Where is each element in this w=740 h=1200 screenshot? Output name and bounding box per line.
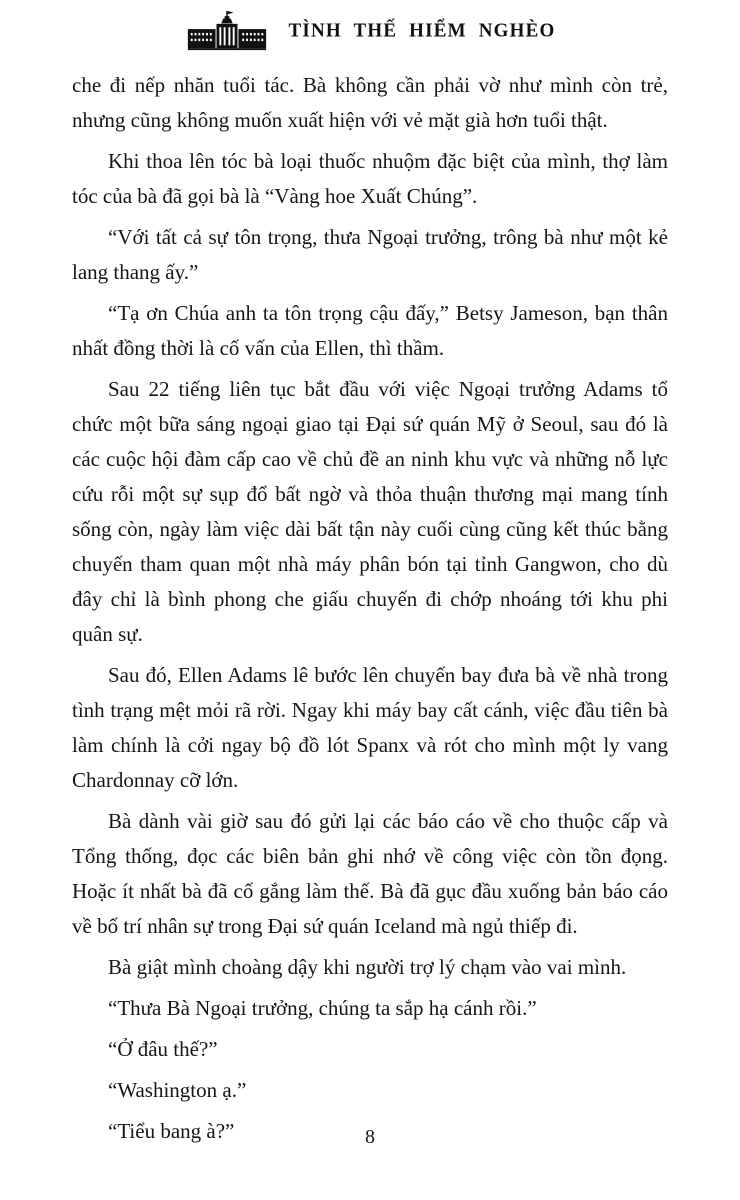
paragraph: “Thưa Bà Ngoại trưởng, chúng ta sắp hạ cánh rồi.” [108,996,537,1020]
paragraph: che đi nếp nhăn tuổi tác. Bà không cần phải vờ như mình còn trẻ, nhưng cũng không muốn xuất hiện với vẻ mặt già hơn tuổi thật. [72,73,668,132]
white-house-icon [185,10,269,52]
paragraph: Sau đó, Ellen Adams lê bước lên chuyến bay đưa bà về nhà trong tình trạng mệt mỏi rã rời. Ngay khi máy bay cất cánh, việc đầu tiên bà làm chính là cởi ngay bộ đồ lót Spanx và rót cho mình một ly vang Chardonnay cỡ lớn. [72,663,668,792]
paragraph: “Washington ạ.” [108,1078,247,1102]
paragraph: “Ở đâu thế?” [108,1037,218,1061]
page-body [0,52,740,1149]
page-number: 8 [365,1126,375,1148]
chapter-running-title: TÌNH THẾ HIỂM NGHÈO [288,19,556,42]
paragraph: “Tạ ơn Chúa anh ta tôn trọng cậu đấy,” Betsy Jameson, bạn thân nhất đồng thời là cố vấn của Ellen, thì thầm. [72,301,668,360]
paragraph: “Tiểu bang à?” [108,1119,235,1143]
paragraph: Khi thoa lên tóc bà loại thuốc nhuộm đặc biệt của mình, thợ làm tóc của bà đã gọi bà là “Vàng hoe Xuất Chúng”. [72,149,668,208]
paragraph: Bà dành vài giờ sau đó gửi lại các báo cáo về cho thuộc cấp và Tổng thống, đọc các biên bản ghi nhớ về công việc còn tồn đọng. Hoặc ít nhất bà đã cố gắng làm thế. Bà đã gục đầu xuống bản báo cáo về bố trí nhân sự trong Đại sứ quán Iceland mà ngủ thiếp đi. [72,809,668,938]
paragraph: Sau 22 tiếng liên tục bắt đầu với việc Ngoại trưởng Adams tổ chức một bữa sáng ngoại giao tại Đại sứ quán Mỹ ở Seoul, sau đó là các cuộc hội đàm cấp cao về chủ đề an ninh khu vực và những nỗ lực cứu rỗi một sự sụp đổ bất ngờ và thỏa thuận thương mại mang tính sống còn, ngày làm việc dài bất tận này cuối cùng cũng kết thúc bằng chuyến tham quan một nhà máy phân bón tại tỉnh Gangwon, cho dù đây chỉ là bình phong che giấu chuyến đi chớp nhoáng tới khu phi quân sự. [72,377,668,646]
paragraph: Bà giật mình choàng dậy khi người trợ lý chạm vào vai mình. [108,955,627,979]
running-header [0,0,740,52]
paragraph: “Với tất cả sự tôn trọng, thưa Ngoại trưởng, trông bà như một kẻ lang thang ấy.” [72,225,668,284]
